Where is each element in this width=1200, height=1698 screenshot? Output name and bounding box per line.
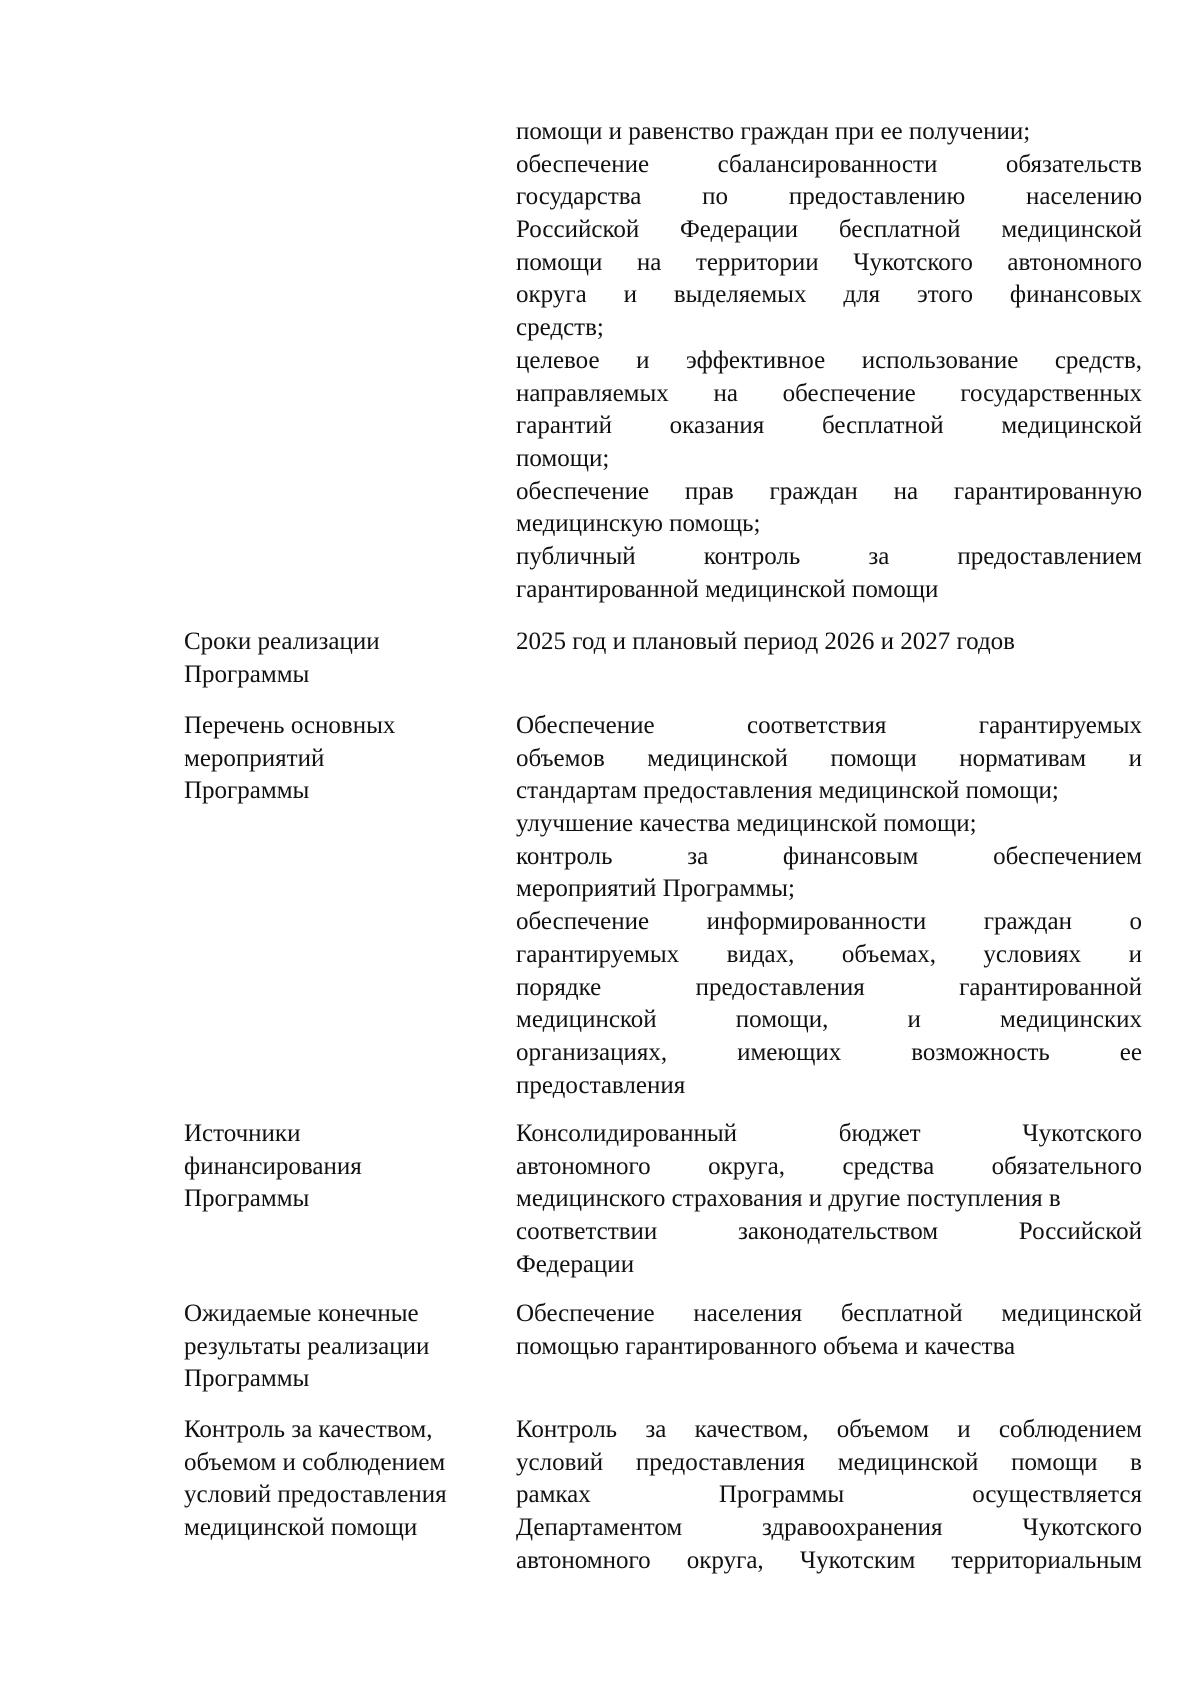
label-line: Сроки реализации — [184, 628, 380, 655]
value-line: Федерации — [516, 1250, 635, 1278]
value-line: медицинского страхования и другие поступления в — [516, 1185, 1061, 1213]
text-line: Российской Федерации бесплатной медицинской — [516, 216, 1142, 244]
value-line: обеспечение информированности граждан о — [516, 908, 1142, 936]
label-line: результаты реализации — [184, 1332, 430, 1360]
label-line: финансирования — [184, 1152, 362, 1180]
value-line: Обеспечение соответствия гарантируемых — [516, 712, 1142, 739]
value-line: Консолидированный бюджет Чукотского — [516, 1120, 1142, 1147]
value-line: автономного округа, средства обязательного — [516, 1152, 1142, 1180]
label-line: медицинской помощи — [184, 1514, 418, 1542]
label-line: Перечень основных — [184, 712, 396, 739]
value-line: порядке предоставления гарантированной — [516, 973, 1142, 1001]
continuation-text — [516, 116, 1142, 606]
text-line: средств; — [516, 314, 604, 342]
value-line: контроль за финансовым обеспечением — [516, 842, 1142, 870]
row-value — [516, 1414, 1142, 1577]
label-line: Ожидаемые конечные — [184, 1300, 419, 1327]
label-line: Источники — [184, 1120, 301, 1147]
row-label — [184, 626, 494, 691]
row-value — [516, 1298, 1142, 1363]
row-label — [184, 1414, 494, 1545]
value-line: помощью гарантированного объема и качества — [516, 1332, 1016, 1360]
value-line: условий предоставления медицинской помощи в — [516, 1448, 1142, 1476]
label-line: условий предоставления — [184, 1481, 447, 1509]
value-line: автономного округа, Чукотским территориальным — [516, 1546, 1142, 1574]
text-line: помощи на территории Чукотского автономного — [516, 248, 1142, 276]
row-label — [184, 1118, 494, 1216]
value-line: улучшение качества медицинской помощи; — [516, 810, 977, 838]
row-value — [516, 710, 1142, 1102]
text-line: помощи; — [516, 444, 610, 472]
text-line: гарантий оказания бесплатной медицинской — [516, 412, 1142, 440]
text-line: публичный контроль за предоставлением — [516, 542, 1142, 570]
text-line: помощи и равенство граждан при ее получении; — [516, 118, 1031, 145]
row-label — [184, 710, 494, 808]
text-line: государства по предоставлению населению — [516, 183, 1142, 211]
value-line: соответствии законодательством Российской — [516, 1218, 1142, 1246]
text-line: гарантированной медицинской помощи — [516, 575, 939, 603]
text-line: направляемых на обеспечение государственных — [516, 379, 1142, 407]
value-line: Департаментом здравоохранения Чукотского — [516, 1514, 1142, 1542]
value-line: рамках Программы осуществляется — [516, 1481, 1142, 1509]
value-line: объемов медицинской помощи нормативам и — [516, 744, 1142, 772]
text-line: обеспечение сбалансированности обязательств — [516, 150, 1142, 178]
value-line: Контроль за качеством, объемом и соблюдением — [516, 1416, 1142, 1443]
value-line: 2025 год и плановый период 2026 и 2027 годов — [516, 628, 1015, 655]
value-line: организациях, имеющих возможность ее — [516, 1038, 1142, 1066]
label-line: Программы — [184, 1365, 310, 1393]
row-value — [516, 626, 1142, 659]
label-line: Контроль за качеством, — [184, 1416, 433, 1443]
label-line: Программы — [184, 1185, 310, 1213]
label-line: мероприятий — [184, 744, 325, 772]
value-line: предоставления — [516, 1071, 686, 1099]
text-line: медицинскую помощь; — [516, 510, 761, 538]
value-line: гарантируемых видах, объемах, условиях и — [516, 940, 1142, 968]
value-line: Обеспечение населения бесплатной медицинской — [516, 1300, 1142, 1327]
label-line: объемом и соблюдением — [184, 1448, 446, 1476]
row-value — [516, 1118, 1142, 1281]
value-line: мероприятий Программы; — [516, 875, 795, 903]
text-line: целевое и эффективное использование средств, — [516, 346, 1142, 374]
value-line: стандартам предоставления медицинской помощи; — [516, 777, 1059, 805]
label-line: Программы — [184, 777, 310, 805]
value-line: медицинской помощи, и медицинских — [516, 1006, 1142, 1034]
label-line: Программы — [184, 660, 310, 688]
row-label — [184, 1298, 494, 1396]
text-line: обеспечение прав граждан на гарантированную — [516, 477, 1142, 505]
text-line: округа и выделяемых для этого финансовых — [516, 281, 1142, 309]
